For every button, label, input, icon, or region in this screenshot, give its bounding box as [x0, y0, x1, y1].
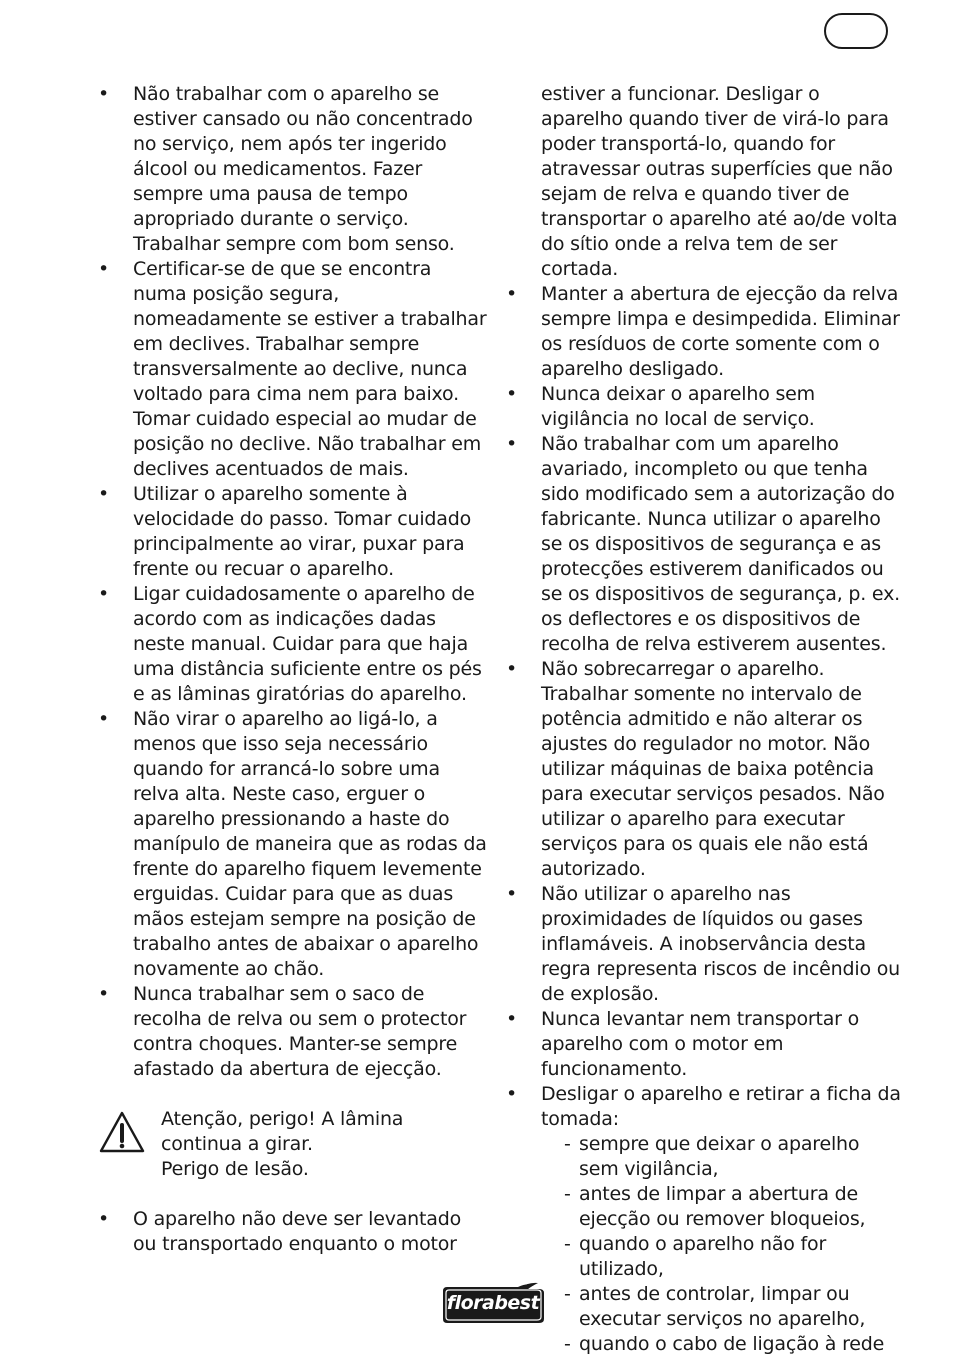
list-item: • Não sobrecarregar o aparelho. Trabalhar somente no intervalo de potência admitido e não alterar os ajustes do regulador no motor. Não utilizar máquinas de baixa potência para executar serviços pesados. Não utilizar o aparelho para executar serviços para os quais ele não está autorizado. — [506, 657, 901, 882]
warning-text-line2: Perigo de lesão. — [161, 1158, 309, 1180]
list-item: • Nunca deixar o aparelho sem vigilância no local de serviço. — [506, 382, 901, 432]
list-item: • Utilizar o aparelho somente à velocidade do passo. Tomar cuidado principalmente ao virar, puxar para frente ou recuar o aparelho. — [98, 482, 488, 582]
sub-list-item: - quando o cabo de ligação à rede — [564, 1332, 901, 1357]
list-item: • Não utilizar o aparelho nas proximidades de líquidos ou gases inflamáveis. A inobservância desta regra representa riscos de incêndio ou de explosão. — [506, 882, 901, 1007]
continuation-paragraph: estiver a funcionar. Desligar o aparelho quando tiver de virá-lo para poder transportá-lo, quando for atravessar outras superfícies que não sejam de relva e quando tiver de transportar o aparelho até ao/de volta do sítio onde a relva tem de ser cortada. — [541, 83, 898, 280]
sub-list — [541, 1132, 901, 1357]
left-bullet-list — [98, 82, 488, 1082]
warning-triangle-icon — [98, 1110, 146, 1154]
list-item: • O aparelho não deve ser levantado ou transportado enquanto o motor — [98, 1207, 488, 1257]
list-item: • Manter a abertura de ejecção da relva sempre limpa e desimpedida. Eliminar os resíduos de corte somente com o aparelho desligado. — [506, 282, 901, 382]
sub-list-item: - antes de controlar, limpar ou executar serviços no aparelho, — [564, 1282, 901, 1332]
right-bullet-list — [506, 282, 901, 1357]
list-item: • Não virar o aparelho ao ligá-lo, a menos que isso seja necessário quando for arrancá-lo sobre uma relva alta. Neste caso, erguer o aparelho pressionando a haste do manípulo de maneira que as rodas da frente do aparelho fiquem levemente erguidas. Cuidar para que as duas mãos estejam sempre na posição de trabalho antes de abaixar o aparelho novamente ao chão. — [98, 707, 488, 982]
sub-list-item: - quando o aparelho não for utilizado, — [564, 1232, 901, 1282]
list-item: • Ligar cuidadosamente o aparelho de acordo com as indicações dadas neste manual. Cuidar para que haja uma distância suficiente entre os pés e as lâminas giratórias do aparelho. — [98, 582, 488, 707]
list-item — [506, 1082, 901, 1357]
language-badge — [824, 13, 888, 49]
brand-logo — [438, 1281, 548, 1327]
sub-list-item: - antes de limpar a abertura de ejecção ou remover bloqueios, — [564, 1182, 901, 1232]
left-bullet-list-2 — [98, 1207, 488, 1257]
warning-notice — [98, 1107, 488, 1182]
list-item-intro: • Desligar o aparelho e retirar a ficha da tomada: — [541, 1083, 901, 1130]
list-item: • Não trabalhar com um aparelho avariado, incompleto ou que tenha sido modificado sem a autorização do fabricante. Nunca utilizar o aparelho se os dispositivos de segurança e as protecções estiverem danificados ou se os dispositivos de segurança, p. ex. os deflectores e os dispositivos de recolha de relva estiverem ausentes. — [506, 432, 901, 657]
left-column — [98, 82, 488, 1257]
sub-list-item: - sempre que deixar o aparelho sem vigilância, — [564, 1132, 901, 1182]
list-item: • Certificar-se de que se encontra numa posição segura, nomeadamente se estiver a trabalhar em declives. Trabalhar sempre transversalmente ao declive, nunca voltado para cima nem para baixo. Tomar cuidado especial ao mudar de posição no declive. Não trabalhar em declives acentuados de mais. — [98, 257, 488, 482]
right-column — [506, 82, 901, 1357]
list-item: • Não trabalhar com o aparelho se estiver cansado ou não concentrado no serviço, nem após ter ingerido álcool ou medicamentos. Fazer sempre uma pausa de tempo apropriado durante o serviço. Trabalhar sempre com bom senso. — [98, 82, 488, 257]
list-item: • Nunca trabalhar sem o saco de recolha de relva ou sem o protector contra choques. Manter-se sempre afastado da abertura de ejecção. — [98, 982, 488, 1082]
list-item: • Nunca levantar nem transportar o aparelho com o motor em funcionamento. — [506, 1007, 901, 1082]
logo-text: florabest — [446, 1292, 540, 1314]
warning-text-line1: Atenção, perigo! A lâmina continua a girar. — [161, 1108, 404, 1155]
